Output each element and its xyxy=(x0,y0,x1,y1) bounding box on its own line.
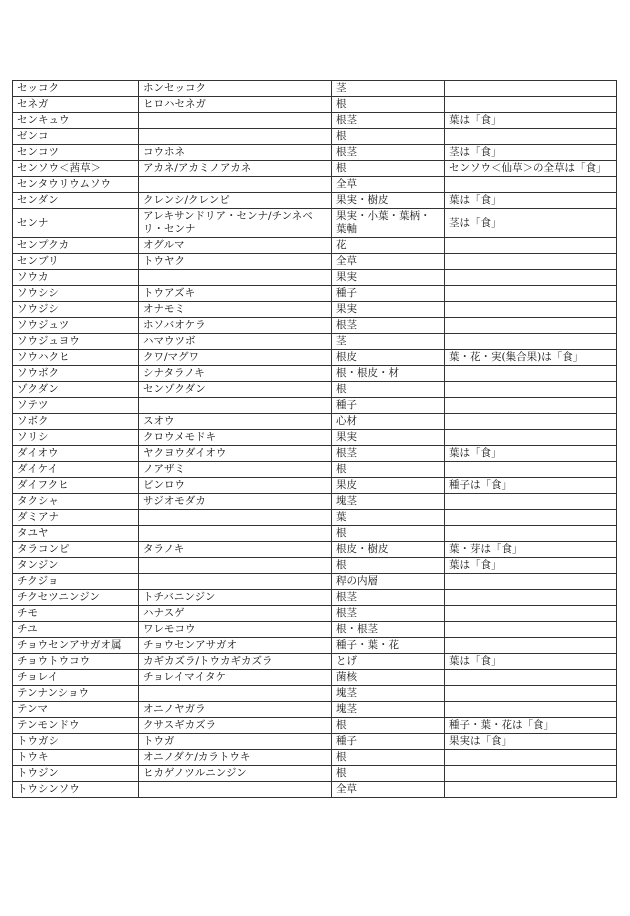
note-cell xyxy=(445,670,617,686)
note-cell xyxy=(445,382,617,398)
source-plant-cell: ノアザミ xyxy=(139,462,332,478)
table-row xyxy=(13,782,617,798)
part-used-cell: 根・根茎 xyxy=(332,622,445,638)
source-plant-cell: ヤクヨウダイオウ xyxy=(139,446,332,462)
note-cell: 葉・花・実(集合果)は「食」 xyxy=(445,350,617,366)
source-plant-cell: アレキサンドリア・センナ/チンネベリ・センナ xyxy=(139,209,332,238)
part-used-cell: 種子 xyxy=(332,398,445,414)
crude-drug-name-cell: センブリ xyxy=(13,254,139,270)
part-used-cell: 根 xyxy=(332,382,445,398)
table-row xyxy=(13,606,617,622)
note-cell xyxy=(445,286,617,302)
crude-drug-name-cell: タユヤ xyxy=(13,526,139,542)
table-row xyxy=(13,750,617,766)
table-row xyxy=(13,414,617,430)
part-used-cell: 心材 xyxy=(332,414,445,430)
table-row xyxy=(13,270,617,286)
table-row xyxy=(13,574,617,590)
note-cell xyxy=(445,334,617,350)
table-row xyxy=(13,286,617,302)
source-plant-cell xyxy=(139,526,332,542)
note-cell xyxy=(445,366,617,382)
note-cell: 種子・葉・花は「食」 xyxy=(445,718,617,734)
crude-drug-name-cell: ソテツ xyxy=(13,398,139,414)
crude-drug-name-cell: トウジン xyxy=(13,766,139,782)
table-row xyxy=(13,145,617,161)
note-cell: 茎は「食」 xyxy=(445,209,617,238)
note-cell: 葉は「食」 xyxy=(445,193,617,209)
source-plant-cell: ビンロウ xyxy=(139,478,332,494)
note-cell: 葉は「食」 xyxy=(445,446,617,462)
table-row xyxy=(13,193,617,209)
part-used-cell: 塊茎 xyxy=(332,494,445,510)
part-used-cell: 根茎 xyxy=(332,145,445,161)
source-plant-cell: チョウセンアサガオ xyxy=(139,638,332,654)
part-used-cell: 根茎 xyxy=(332,446,445,462)
source-plant-cell: オニノダケ/カラトウキ xyxy=(139,750,332,766)
note-cell xyxy=(445,414,617,430)
table-row xyxy=(13,766,617,782)
table-row xyxy=(13,302,617,318)
note-cell xyxy=(445,638,617,654)
part-used-cell: 葉 xyxy=(332,510,445,526)
source-plant-cell: ワレモコウ xyxy=(139,622,332,638)
source-plant-cell: カギカズラ/トウカギカズラ xyxy=(139,654,332,670)
source-plant-cell: コウホネ xyxy=(139,145,332,161)
source-plant-cell xyxy=(139,270,332,286)
table-row xyxy=(13,177,617,193)
note-cell: センソウ＜仙草＞の全草は「食」 xyxy=(445,161,617,177)
source-plant-cell: ヒロハセネガ xyxy=(139,97,332,113)
table-row xyxy=(13,366,617,382)
note-cell: 葉は「食」 xyxy=(445,654,617,670)
table-row xyxy=(13,334,617,350)
part-used-cell: 花 xyxy=(332,238,445,254)
table-row xyxy=(13,81,617,97)
source-plant-cell: オナモミ xyxy=(139,302,332,318)
note-cell: 葉は「食」 xyxy=(445,113,617,129)
crude-drug-name-cell: チョウセンアサガオ属 xyxy=(13,638,139,654)
table-row xyxy=(13,590,617,606)
crude-drug-name-cell: センプクカ xyxy=(13,238,139,254)
table-row xyxy=(13,430,617,446)
note-cell xyxy=(445,430,617,446)
note-cell xyxy=(445,702,617,718)
source-plant-cell xyxy=(139,177,332,193)
crude-drug-name-cell: テンマ xyxy=(13,702,139,718)
source-plant-cell: クワ/マグワ xyxy=(139,350,332,366)
part-used-cell: 根 xyxy=(332,718,445,734)
source-plant-cell: ハナスゲ xyxy=(139,606,332,622)
source-plant-cell: タラノキ xyxy=(139,542,332,558)
source-plant-cell xyxy=(139,558,332,574)
table-row xyxy=(13,686,617,702)
table-row xyxy=(13,542,617,558)
note-cell xyxy=(445,398,617,414)
crude-drug-name-cell: ソウカ xyxy=(13,270,139,286)
source-plant-cell: クロウメモドキ xyxy=(139,430,332,446)
part-used-cell: 根皮 xyxy=(332,350,445,366)
part-used-cell: 茎 xyxy=(332,334,445,350)
table-row xyxy=(13,718,617,734)
note-cell xyxy=(445,782,617,798)
source-plant-cell xyxy=(139,574,332,590)
source-plant-cell: チョレイマイタケ xyxy=(139,670,332,686)
table-row xyxy=(13,638,617,654)
note-cell xyxy=(445,590,617,606)
table-row xyxy=(13,462,617,478)
note-cell xyxy=(445,81,617,97)
part-used-cell: 茎 xyxy=(332,81,445,97)
note-cell xyxy=(445,318,617,334)
crude-drug-name-cell: トウシンソウ xyxy=(13,782,139,798)
table-row xyxy=(13,654,617,670)
source-plant-cell xyxy=(139,510,332,526)
crude-drug-name-cell: センコツ xyxy=(13,145,139,161)
table-row xyxy=(13,254,617,270)
part-used-cell: 根 xyxy=(332,766,445,782)
source-plant-cell: シナタラノキ xyxy=(139,366,332,382)
crude-drug-name-cell: チモ xyxy=(13,606,139,622)
note-cell xyxy=(445,510,617,526)
part-used-cell: 全草 xyxy=(332,177,445,193)
crude-drug-name-cell: タンジン xyxy=(13,558,139,574)
note-cell xyxy=(445,270,617,286)
note-cell xyxy=(445,129,617,145)
part-used-cell: とげ xyxy=(332,654,445,670)
crude-drug-name-cell: ソウシシ xyxy=(13,286,139,302)
table-row xyxy=(13,318,617,334)
part-used-cell: 種子 xyxy=(332,734,445,750)
herb-table xyxy=(12,80,617,798)
part-used-cell: 稈の内層 xyxy=(332,574,445,590)
source-plant-cell xyxy=(139,686,332,702)
part-used-cell: 菌核 xyxy=(332,670,445,686)
source-plant-cell: アカネ/アカミノアカネ xyxy=(139,161,332,177)
crude-drug-name-cell: テンナンショウ xyxy=(13,686,139,702)
note-cell xyxy=(445,462,617,478)
crude-drug-name-cell: ゼンコ xyxy=(13,129,139,145)
table-row xyxy=(13,702,617,718)
note-cell xyxy=(445,254,617,270)
table-row xyxy=(13,209,617,238)
part-used-cell: 全草 xyxy=(332,254,445,270)
crude-drug-name-cell: ダイオウ xyxy=(13,446,139,462)
crude-drug-name-cell: ソウジュツ xyxy=(13,318,139,334)
crude-drug-name-cell: ソボク xyxy=(13,414,139,430)
part-used-cell: 根 xyxy=(332,161,445,177)
table-row xyxy=(13,478,617,494)
source-plant-cell: オニノヤガラ xyxy=(139,702,332,718)
part-used-cell: 塊茎 xyxy=(332,686,445,702)
table-row xyxy=(13,670,617,686)
part-used-cell: 根 xyxy=(332,462,445,478)
table-row xyxy=(13,446,617,462)
source-plant-cell: ヒカゲノツルニンジン xyxy=(139,766,332,782)
table-row xyxy=(13,97,617,113)
table-row xyxy=(13,238,617,254)
crude-drug-name-cell: チクセツニンジン xyxy=(13,590,139,606)
crude-drug-name-cell: センキュウ xyxy=(13,113,139,129)
crude-drug-name-cell: ダイフクヒ xyxy=(13,478,139,494)
source-plant-cell: サジオモダカ xyxy=(139,494,332,510)
part-used-cell: 果皮 xyxy=(332,478,445,494)
part-used-cell: 根皮・樹皮 xyxy=(332,542,445,558)
part-used-cell: 根 xyxy=(332,750,445,766)
table-row xyxy=(13,382,617,398)
part-used-cell: 果実・小葉・葉柄・葉軸 xyxy=(332,209,445,238)
source-plant-cell xyxy=(139,782,332,798)
note-cell xyxy=(445,622,617,638)
crude-drug-name-cell: テンモンドウ xyxy=(13,718,139,734)
part-used-cell: 果実 xyxy=(332,302,445,318)
source-plant-cell: ホソバオケラ xyxy=(139,318,332,334)
source-plant-cell: トウガ xyxy=(139,734,332,750)
herb-table-body xyxy=(13,81,617,798)
source-plant-cell xyxy=(139,113,332,129)
note-cell: 葉・芽は「食」 xyxy=(445,542,617,558)
table-row xyxy=(13,398,617,414)
part-used-cell: 根茎 xyxy=(332,318,445,334)
table-row xyxy=(13,129,617,145)
crude-drug-name-cell: ソリシ xyxy=(13,430,139,446)
table-row xyxy=(13,734,617,750)
part-used-cell: 根 xyxy=(332,97,445,113)
source-plant-cell: ハマウツボ xyxy=(139,334,332,350)
crude-drug-name-cell: ダミアナ xyxy=(13,510,139,526)
table-row xyxy=(13,510,617,526)
part-used-cell: 根 xyxy=(332,129,445,145)
part-used-cell: 根 xyxy=(332,558,445,574)
part-used-cell: 根 xyxy=(332,526,445,542)
crude-drug-name-cell: センナ xyxy=(13,209,139,238)
note-cell xyxy=(445,526,617,542)
crude-drug-name-cell: センソウ＜茜草＞ xyxy=(13,161,139,177)
source-plant-cell: クレンシ/クレンピ xyxy=(139,193,332,209)
table-row xyxy=(13,161,617,177)
note-cell: 茎は「食」 xyxy=(445,145,617,161)
part-used-cell: 全草 xyxy=(332,782,445,798)
crude-drug-name-cell: ダイケイ xyxy=(13,462,139,478)
part-used-cell: 根茎 xyxy=(332,590,445,606)
note-cell: 果実は「食」 xyxy=(445,734,617,750)
note-cell xyxy=(445,494,617,510)
part-used-cell: 種子 xyxy=(332,286,445,302)
part-used-cell: 塊茎 xyxy=(332,702,445,718)
part-used-cell: 根茎 xyxy=(332,113,445,129)
source-plant-cell: トウヤク xyxy=(139,254,332,270)
crude-drug-name-cell: チユ xyxy=(13,622,139,638)
crude-drug-name-cell: ソウジュヨウ xyxy=(13,334,139,350)
crude-drug-name-cell: セネガ xyxy=(13,97,139,113)
crude-drug-name-cell: トウガシ xyxy=(13,734,139,750)
source-plant-cell: センゾクダン xyxy=(139,382,332,398)
note-cell xyxy=(445,177,617,193)
crude-drug-name-cell: ソウハクヒ xyxy=(13,350,139,366)
crude-drug-name-cell: センダン xyxy=(13,193,139,209)
crude-drug-name-cell: チョウトウコウ xyxy=(13,654,139,670)
source-plant-cell: トチバニンジン xyxy=(139,590,332,606)
part-used-cell: 根茎 xyxy=(332,606,445,622)
crude-drug-name-cell: ソウジシ xyxy=(13,302,139,318)
table-row xyxy=(13,113,617,129)
crude-drug-name-cell: センタウリウムソウ xyxy=(13,177,139,193)
part-used-cell: 果実 xyxy=(332,270,445,286)
crude-drug-name-cell: チクジョ xyxy=(13,574,139,590)
note-cell xyxy=(445,686,617,702)
note-cell xyxy=(445,302,617,318)
table-row xyxy=(13,558,617,574)
table-row xyxy=(13,622,617,638)
source-plant-cell: スオウ xyxy=(139,414,332,430)
source-plant-cell xyxy=(139,129,332,145)
note-cell: 葉は「食」 xyxy=(445,558,617,574)
note-cell xyxy=(445,606,617,622)
crude-drug-name-cell: ゾクダン xyxy=(13,382,139,398)
note-cell xyxy=(445,750,617,766)
note-cell xyxy=(445,238,617,254)
crude-drug-name-cell: タクシャ xyxy=(13,494,139,510)
source-plant-cell: クサスギカズラ xyxy=(139,718,332,734)
part-used-cell: 種子・葉・花 xyxy=(332,638,445,654)
note-cell: 種子は「食」 xyxy=(445,478,617,494)
note-cell xyxy=(445,574,617,590)
source-plant-cell: トウアズキ xyxy=(139,286,332,302)
table-row xyxy=(13,494,617,510)
source-plant-cell xyxy=(139,398,332,414)
note-cell xyxy=(445,97,617,113)
crude-drug-name-cell: セッコク xyxy=(13,81,139,97)
crude-drug-name-cell: トウキ xyxy=(13,750,139,766)
note-cell xyxy=(445,766,617,782)
table-row xyxy=(13,526,617,542)
source-plant-cell: ホンセッコク xyxy=(139,81,332,97)
crude-drug-name-cell: タラコンピ xyxy=(13,542,139,558)
crude-drug-name-cell: ソウボク xyxy=(13,366,139,382)
part-used-cell: 果実・樹皮 xyxy=(332,193,445,209)
part-used-cell: 根・根皮・材 xyxy=(332,366,445,382)
table-row xyxy=(13,350,617,366)
crude-drug-name-cell: チョレイ xyxy=(13,670,139,686)
source-plant-cell: オグルマ xyxy=(139,238,332,254)
part-used-cell: 果実 xyxy=(332,430,445,446)
